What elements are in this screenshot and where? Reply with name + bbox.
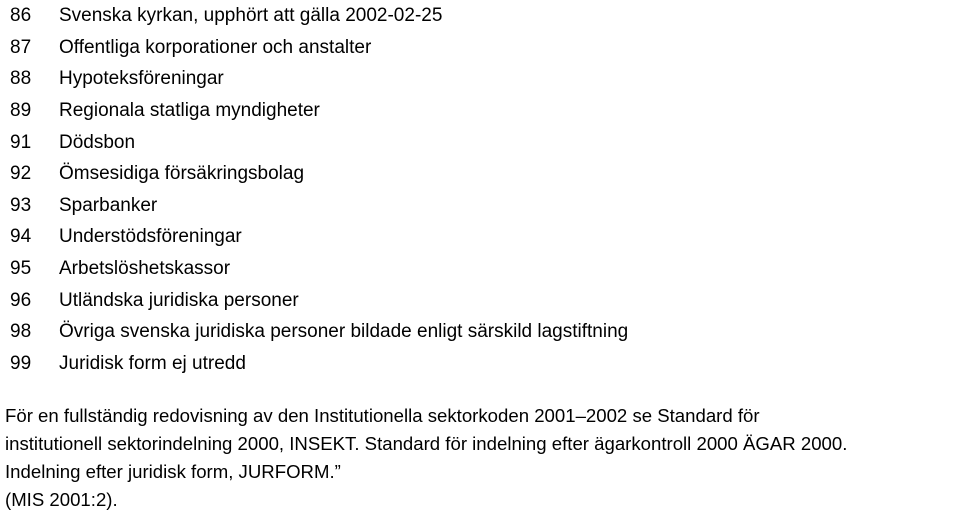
list-item (10, 95, 628, 127)
list-item (10, 316, 628, 348)
code-number: 95 (10, 258, 32, 280)
legal-form-code-list (10, 0, 628, 379)
code-label: Övriga svenska juridiska personer bildade enligt särskild lagstiftning (59, 321, 629, 343)
code-number: 92 (10, 163, 32, 185)
note-line: institutionell sektorindelning 2000, INSEKT. Standard för indelning efter ägarkontroll 2000 ÄGAR 2000. (5, 433, 848, 454)
code-label: Sparbanker (59, 194, 158, 216)
code-label: Understödsföreningar (59, 226, 242, 248)
code-label: Hypoteksföreningar (59, 68, 224, 90)
code-number: 89 (10, 100, 32, 122)
code-label: Regionala statliga myndigheter (59, 100, 320, 122)
code-number: 99 (10, 352, 32, 374)
code-label: Ömsesidiga försäkringsbolag (59, 163, 305, 185)
list-item (10, 221, 628, 253)
code-number: 86 (10, 5, 32, 27)
code-label: Dödsbon (59, 131, 136, 153)
note-line: (MIS 2001:2). (5, 489, 118, 510)
list-item (10, 32, 628, 64)
list-item (10, 158, 628, 190)
list-item (10, 190, 628, 222)
note-line: För en fullständig redovisning av den Institutionella sektorkoden 2001–2002 se Standard för (5, 405, 760, 426)
code-number: 91 (10, 131, 32, 153)
list-item (10, 253, 628, 285)
list-item (10, 0, 628, 32)
code-label: Utländska juridiska personer (59, 289, 299, 311)
code-label: Svenska kyrkan, upphört att gälla 2002-02-25 (59, 5, 443, 27)
list-item (10, 284, 628, 316)
code-number: 87 (10, 36, 32, 58)
code-number: 94 (10, 226, 32, 248)
list-item (10, 126, 628, 158)
code-number: 96 (10, 289, 32, 311)
list-item (10, 63, 628, 95)
code-number: 93 (10, 194, 32, 216)
code-label: Offentliga korporationer och anstalter (59, 36, 372, 58)
code-label: Arbetslöshetskassor (59, 258, 231, 280)
list-item (10, 348, 628, 380)
code-number: 98 (10, 321, 32, 343)
reference-note (5, 402, 955, 514)
note-line: Indelning efter juridisk form, JURFORM.” (5, 461, 341, 482)
code-label: Juridisk form ej utredd (59, 352, 246, 374)
code-number: 88 (10, 68, 32, 90)
